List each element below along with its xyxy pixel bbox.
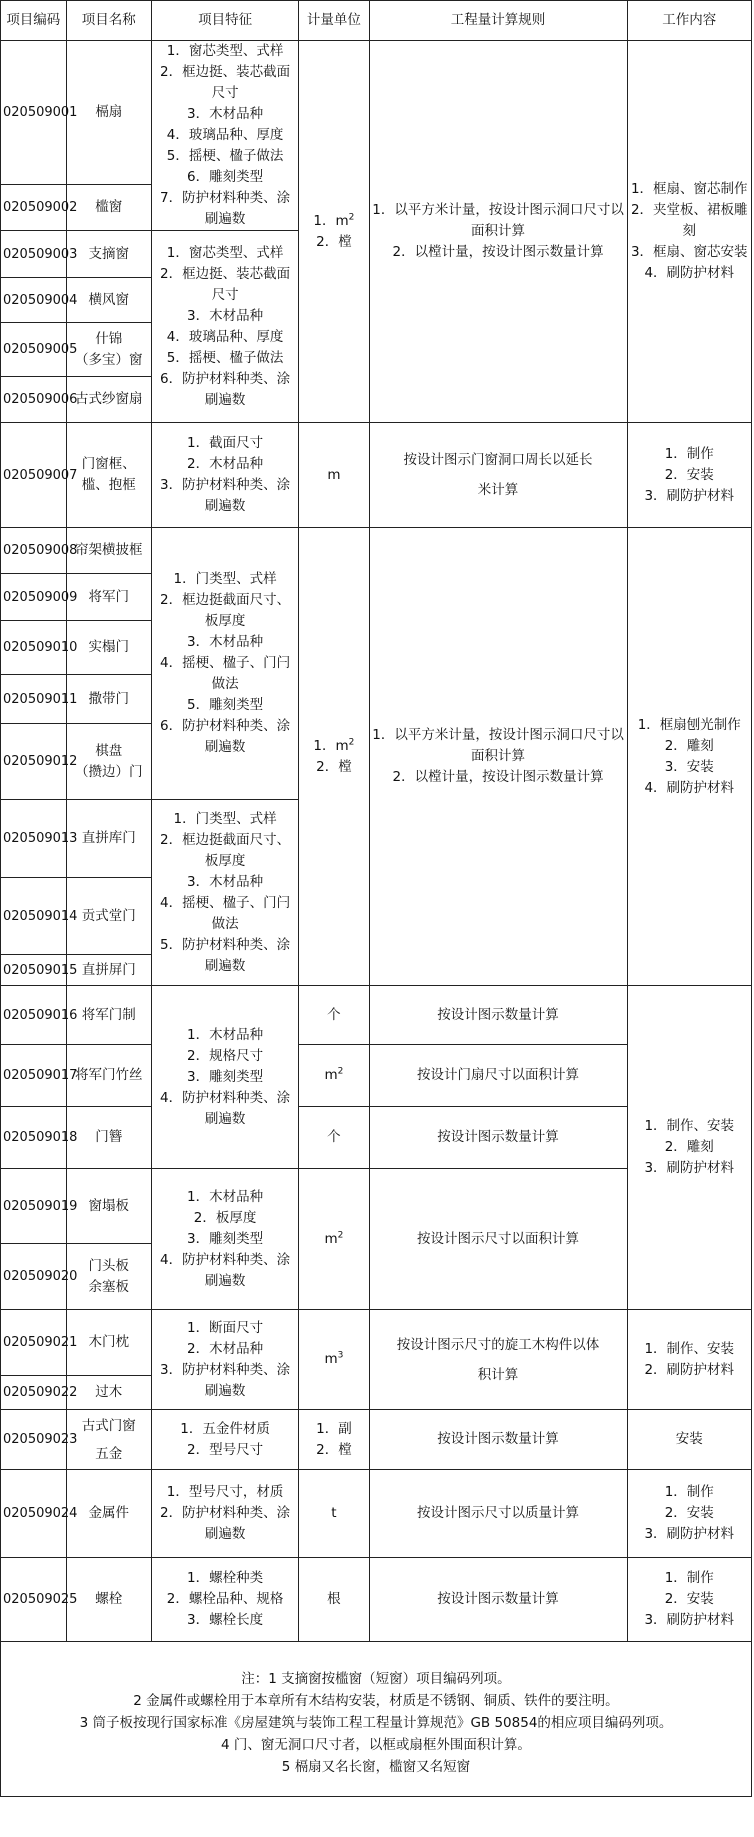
item-code: 020509023	[1, 1410, 67, 1470]
item-unit: m	[299, 423, 369, 528]
item-name: 将军门竹丝	[66, 1045, 151, 1107]
item-feature: 1．门类型、式样 2．框边挺截面尺寸、板厚度 3．木材品种 4．摇梗、楹子、门闩做法 5．雕刻类型 6．防护材料种类、涂刷遍数	[151, 528, 298, 800]
item-name: 什锦 （多宝）窗	[66, 323, 151, 377]
item-code: 020509001	[1, 41, 67, 185]
item-unit: 1．副 2．樘	[299, 1410, 369, 1470]
item-unit: 个	[299, 986, 369, 1045]
table-row	[1, 528, 752, 574]
header-code: 项目编码	[1, 1, 67, 41]
item-feature: 1．型号尺寸，材质 2．防护材料种类、涂刷遍数	[151, 1470, 298, 1558]
notes-row	[1, 1642, 752, 1797]
table-row	[1, 423, 752, 528]
item-code: 020509020	[1, 1244, 67, 1310]
item-name: 金属件	[66, 1470, 151, 1558]
item-rule: 1．以平方米计量，按设计图示洞口尺寸以面积计算 2．以樘计量，按设计图示数量计算	[369, 528, 627, 986]
header-rule: 工程量计算规则	[369, 1, 627, 41]
header-name: 项目名称	[66, 1, 151, 41]
item-rule: 按设计图示尺寸的旋工木构件以体 积计算	[369, 1310, 627, 1410]
item-name: 古式纱窗扇	[66, 377, 151, 423]
table-row	[1, 986, 752, 1045]
item-name: 门簪	[66, 1107, 151, 1169]
table-row	[1, 1470, 752, 1558]
item-code: 020509006	[1, 377, 67, 423]
item-code: 020509007	[1, 423, 67, 528]
item-code: 020509014	[1, 878, 67, 955]
item-unit: 个	[299, 1107, 369, 1169]
item-name: 槅扇	[66, 41, 151, 185]
item-rule: 按设计图示数量计算	[369, 1410, 627, 1470]
item-code: 020509025	[1, 1558, 67, 1642]
item-code: 020509012	[1, 724, 67, 800]
item-work: 安装	[627, 1410, 751, 1470]
item-unit: 1．$m^2$ 2．樘	[299, 528, 369, 986]
item-unit: t	[299, 1470, 369, 1558]
item-unit: $m^2$	[299, 1169, 369, 1310]
item-name: 螺栓	[66, 1558, 151, 1642]
item-unit: 根	[299, 1558, 369, 1642]
item-rule: 按设计图示数量计算	[369, 1107, 627, 1169]
item-rule: 按设计图示门窗洞口周长以延长 米计算	[369, 423, 627, 528]
item-name: 过木	[66, 1376, 151, 1410]
item-rule: 1．以平方米计量，按设计图示洞口尺寸以面积计算 2．以樘计量，按设计图示数量计算	[369, 41, 627, 423]
item-code: 020509004	[1, 278, 67, 323]
item-code: 020509011	[1, 675, 67, 724]
item-feature: 1．窗芯类型、式样 2．框边挺、装芯截面尺寸 3．木材品种 4．玻璃品种、厚度 5．摇梗、楹子做法 6．雕刻类型 7．防护材料种类、涂刷遍数	[151, 41, 298, 231]
item-name: 横风窗	[66, 278, 151, 323]
header-row	[1, 1, 752, 41]
item-work: 1．制作 2．安装 3．刷防护材料	[627, 423, 751, 528]
item-work: 1．制作 2．安装 3．刷防护材料	[627, 1558, 751, 1642]
item-work: 1．制作 2．安装 3．刷防护材料	[627, 1470, 751, 1558]
item-feature: 1．断面尺寸 2．木材品种 3．防护材料种类、涂刷遍数	[151, 1310, 298, 1410]
item-name: 撒带门	[66, 675, 151, 724]
item-rule: 按设计图示尺寸以质量计算	[369, 1470, 627, 1558]
item-code: 020509009	[1, 574, 67, 621]
item-name: 实榻门	[66, 621, 151, 675]
item-code: 020509002	[1, 185, 67, 231]
item-feature: 1．木材品种 2．板厚度 3．雕刻类型 4．防护材料种类、涂刷遍数	[151, 1169, 298, 1310]
note-line: 2 金属件或螺栓用于本章所有木结构安装，材质是不锈钢、铜质、铁件的要注明。	[133, 1693, 619, 1709]
item-name: 将军门制	[66, 986, 151, 1045]
item-code: 020509013	[1, 800, 67, 878]
item-name: 窗塌板	[66, 1169, 151, 1244]
item-code: 020509017	[1, 1045, 67, 1107]
note-line: 5 槅扇又名长窗，槛窗又名短窗	[281, 1759, 471, 1775]
table-row	[1, 1310, 752, 1376]
table-row	[1, 41, 752, 185]
item-work: 1．制作、安装 2．雕刻 3．刷防护材料	[627, 986, 751, 1310]
item-code: 020509024	[1, 1470, 67, 1558]
item-name: 门头板 余塞板	[66, 1244, 151, 1310]
item-feature: 1．窗芯类型、式样 2．框边挺、装芯截面尺寸 3．木材品种 4．玻璃品种、厚度 5．摇梗、楹子做法 6．防护材料种类、涂刷遍数	[151, 231, 298, 423]
item-rule: 按设计图示尺寸以面积计算	[369, 1169, 627, 1310]
item-code: 020509018	[1, 1107, 67, 1169]
item-feature: 1．五金件材质 2．型号尺寸	[151, 1410, 298, 1470]
notes-cell	[1, 1642, 752, 1797]
item-name: 直拼库门	[66, 800, 151, 878]
item-name: 门窗框、 槛、抱框	[66, 423, 151, 528]
item-code: 020509021	[1, 1310, 67, 1376]
item-name: 直拼屏门	[66, 955, 151, 986]
header-work: 工作内容	[627, 1, 751, 41]
item-rule: 按设计门扇尺寸以面积计算	[369, 1045, 627, 1107]
item-code: 020509016	[1, 986, 67, 1045]
item-code: 020509010	[1, 621, 67, 675]
item-name: 支摘窗	[66, 231, 151, 278]
item-code: 020509022	[1, 1376, 67, 1410]
item-feature: 1．截面尺寸 2．木材品种 3．防护材料种类、涂刷遍数	[151, 423, 298, 528]
header-unit: 计量单位	[299, 1, 369, 41]
item-name: 将军门	[66, 574, 151, 621]
item-code: 020509005	[1, 323, 67, 377]
table-row	[1, 1410, 752, 1470]
item-work: 1．框扇、窗芯制作 2．夹堂板、裙板雕刻 3．框扇、窗芯安装 4．刷防护材料	[627, 41, 751, 423]
item-rule: 按设计图示数量计算	[369, 1558, 627, 1642]
item-unit: $m^3$	[299, 1310, 369, 1410]
item-name: 棋盘 （攒边）门	[66, 724, 151, 800]
item-unit: 1．$m^2$ 2．樘	[299, 41, 369, 423]
item-name: 帘架横披框	[66, 528, 151, 574]
item-name: 木门枕	[66, 1310, 151, 1376]
item-feature: 1．木材品种 2．规格尺寸 3．雕刻类型 4．防护材料种类、涂刷遍数	[151, 986, 298, 1169]
header-feature: 项目特征	[151, 1, 298, 41]
note-line: 注：1 支摘窗按槛窗（短窗）项目编码列项。	[241, 1671, 511, 1687]
item-feature: 1．螺栓种类 2．螺栓品种、规格 3．螺栓长度	[151, 1558, 298, 1642]
item-unit: $m^2$	[299, 1045, 369, 1107]
table-row	[1, 1558, 752, 1642]
note-line: 4 门、窗无洞口尺寸者，以框或扇框外围面积计算。	[221, 1737, 531, 1753]
item-feature: 1．门类型、式样 2．框边挺截面尺寸、板厚度 3．木材品种 4．摇梗、楹子、门闩做法 5．防护材料种类、涂刷遍数	[151, 800, 298, 986]
item-code: 020509015	[1, 955, 67, 986]
item-code: 020509003	[1, 231, 67, 278]
note-line: 3 筒子板按现行国家标准《房屋建筑与装饰工程工程量计算规范》GB 50854的相应项目编码列项。	[79, 1715, 673, 1731]
item-work: 1．制作、安装 2．刷防护材料	[627, 1310, 751, 1410]
item-name: 槛窗	[66, 185, 151, 231]
item-name: 古式门窗 五金	[66, 1410, 151, 1470]
item-work: 1．框扇刨光制作 2．雕刻 3．安装 4．刷防护材料	[627, 528, 751, 986]
item-rule: 按设计图示数量计算	[369, 986, 627, 1045]
item-code: 020509019	[1, 1169, 67, 1244]
item-code: 020509008	[1, 528, 67, 574]
item-name: 贡式堂门	[66, 878, 151, 955]
